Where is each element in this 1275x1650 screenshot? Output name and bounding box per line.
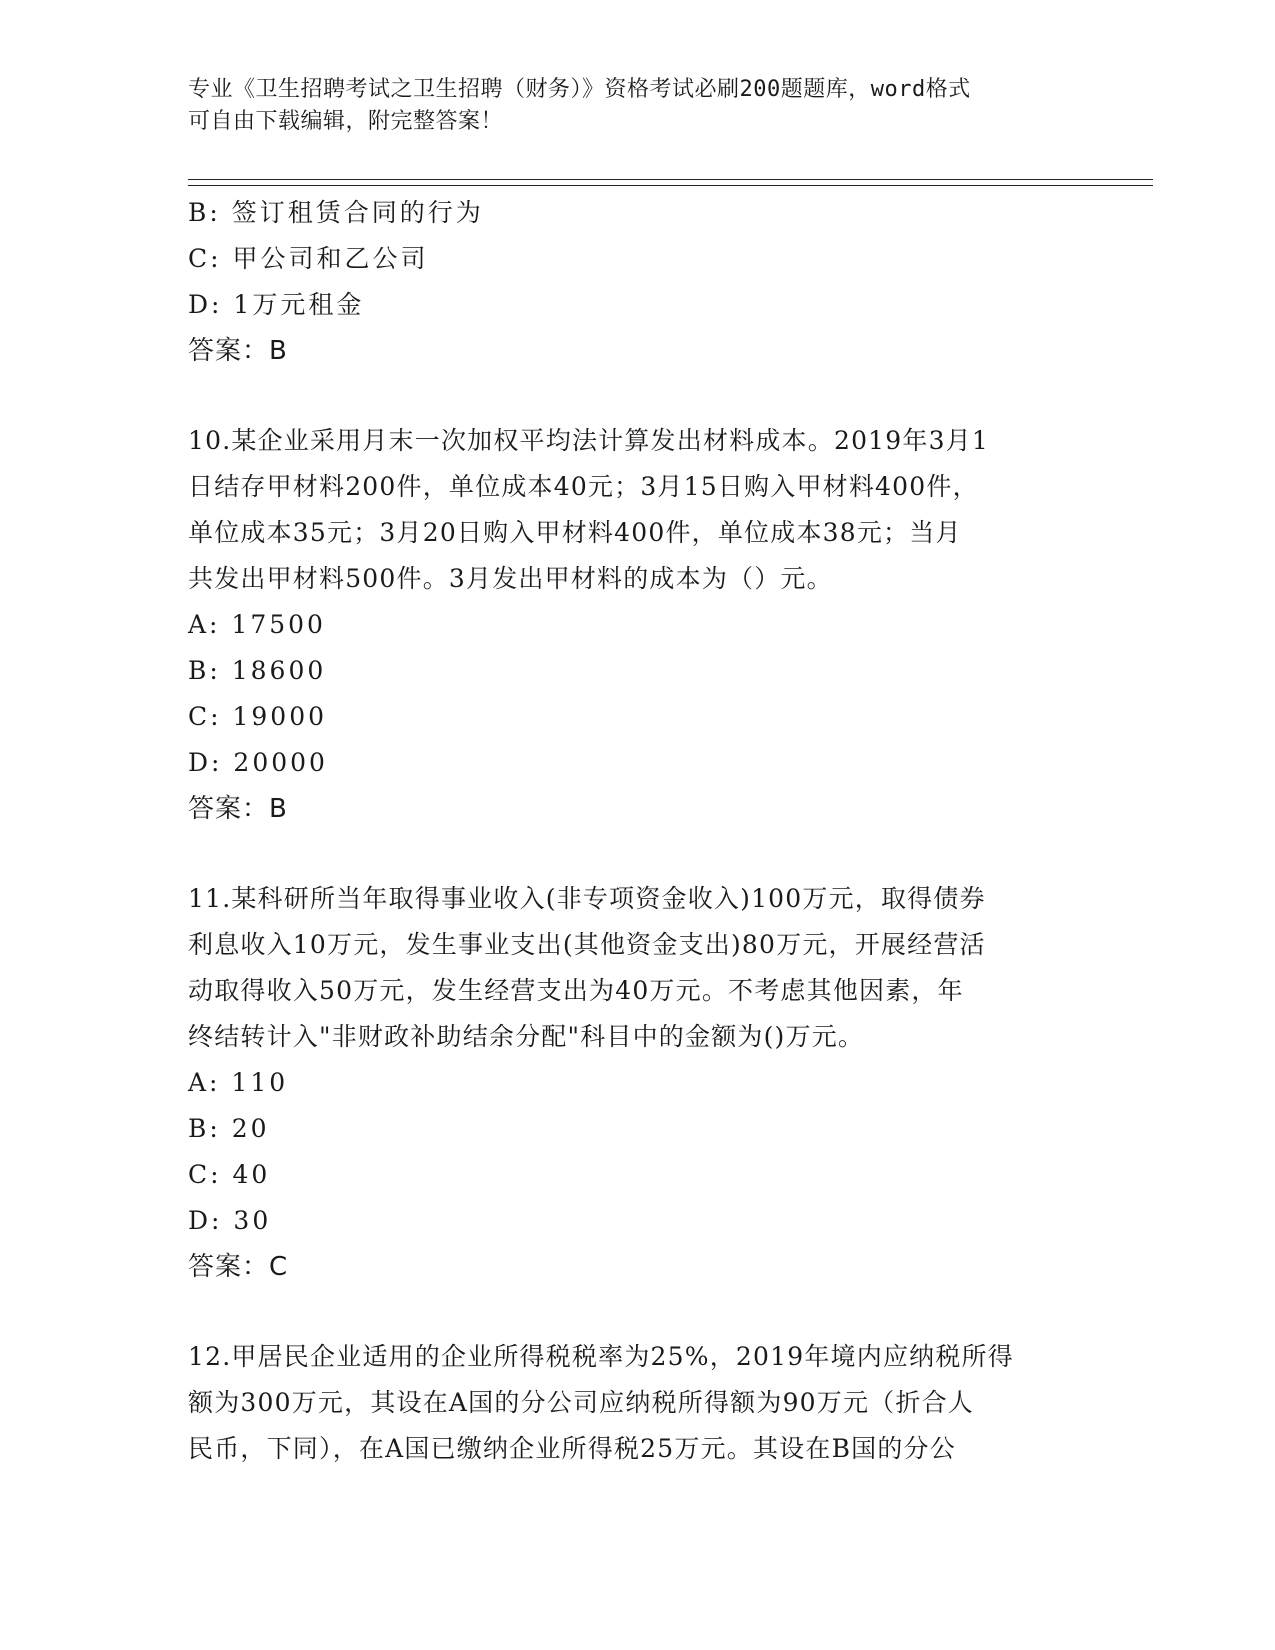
question-10 <box>188 418 1088 832</box>
answer-line: 答案：B <box>188 794 288 824</box>
question-text-line: 日结存甲材料200件，单位成本40元；3月15日购入甲材料400件， <box>188 472 979 501</box>
option-d: D: 20000 <box>188 748 328 777</box>
option-d: D: 1万元租金 <box>188 290 365 319</box>
question-text-line: 利息收入10万元，发生事业支出(其他资金支出)80万元，开展经营活 <box>188 930 986 959</box>
question-text-line: 额为300万元，其设在A国的分公司应纳税所得额为90万元（折合人 <box>188 1388 974 1417</box>
answer-line: 答案：B <box>188 336 288 366</box>
option-c: C: 40 <box>188 1160 271 1189</box>
option-b: B: 18600 <box>188 656 327 685</box>
option-c: C: 19000 <box>188 702 328 731</box>
question-12 <box>188 1334 1088 1472</box>
option-a: A: 110 <box>188 1068 289 1097</box>
question-text-line: 12.甲居民企业适用的企业所得税税率为25%，2019年境内应纳税所得 <box>188 1342 1014 1371</box>
spacer <box>188 1290 1088 1334</box>
spacer <box>188 832 1088 876</box>
question-text-line: 动取得收入50万元，发生经营支出为40万元。不考虑其他因素，年 <box>188 976 964 1005</box>
answer-line: 答案：C <box>188 1252 289 1282</box>
spacer <box>188 374 1088 418</box>
header-title-line-1: 专业《卫生招聘考试之卫生招聘（财务）》资格考试必刷200题题库，word格式 <box>188 77 971 102</box>
question-11 <box>188 876 1088 1290</box>
question-text-line: 单位成本35元；3月20日购入甲材料400件，单位成本38元；当月 <box>188 518 962 547</box>
header-divider-top <box>188 179 1153 180</box>
header-title-line-2: 可自由下载编辑，附完整答案！ <box>188 109 504 134</box>
document-body <box>188 190 1088 1472</box>
option-b: B: 20 <box>188 1114 270 1143</box>
header-divider-bottom <box>188 185 1153 186</box>
option-a: A: 17500 <box>188 610 326 639</box>
question-9-tail <box>188 190 1088 374</box>
question-text-line: 10.某企业采用月末一次加权平均法计算发出材料成本。2019年3月1 <box>188 426 989 455</box>
page-header <box>188 74 1068 138</box>
option-b: B: 签订租赁合同的行为 <box>188 198 484 227</box>
option-d: D: 30 <box>188 1206 272 1235</box>
question-text-line: 终结转计入"非财政补助结余分配"科目中的金额为()万元。 <box>188 1022 865 1051</box>
question-text-line: 共发出甲材料500件。3月发出甲材料的成本为（）元。 <box>188 564 833 593</box>
question-text-line: 民币，下同），在A国已缴纳企业所得税25万元。其设在B国的分公 <box>188 1434 956 1463</box>
option-c: C: 甲公司和乙公司 <box>188 244 429 273</box>
question-text-line: 11.某科研所当年取得事业收入(非专项资金收入)100万元，取得债券 <box>188 884 986 913</box>
